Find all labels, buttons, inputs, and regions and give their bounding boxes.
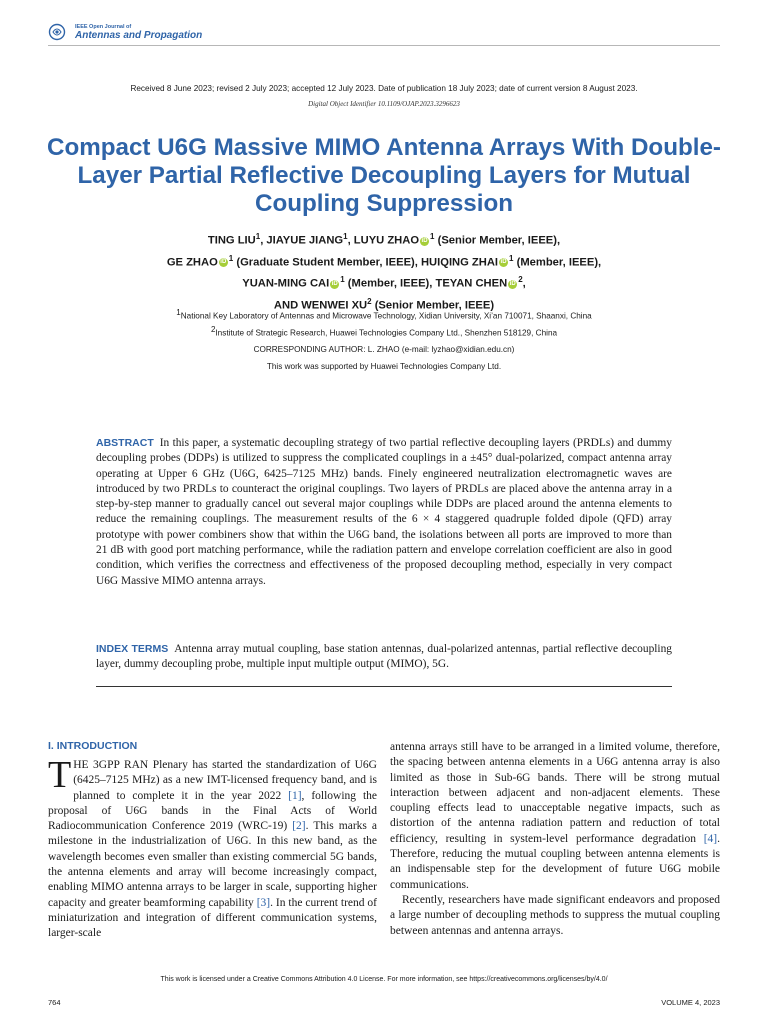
paragraph <box>390 740 720 893</box>
citation-link[interactable]: [1] <box>288 789 302 802</box>
body-text: . This marks a milestone in the industrialization of U6G. In this new band, as the wavelength becomes even smaller than existing commercial 5G bands, the antenna elements and array will become increasingly compact, enabling MIMO antenna arrays to be larger in scale, supporting higher capacity and greater beamforming capability <box>48 820 377 909</box>
orcid-icon[interactable]: iD <box>500 259 507 266</box>
index-terms <box>96 642 672 673</box>
journal-series-label: IEEE Open Journal of <box>75 24 132 30</box>
publication-dates: Received 8 June 2023; revised 2 July 2023; accepted 12 July 2023. Date of publication 18 July 2023; date of current version 8 August 2023. <box>130 84 638 93</box>
paper-title: Compact U6G Massive MIMO Antenna Arrays With Double-Layer Partial Reflective Decoupling Layers for Mutual Coupling Suppression <box>46 134 721 217</box>
author-name: AND WENWEI XU <box>273 299 368 312</box>
author-name: HUIQING ZHAI <box>420 256 499 269</box>
affiliation-sup: 1 <box>340 275 345 285</box>
author-name: LUYU ZHAO <box>353 234 420 247</box>
body-text: antenna arrays still have to be arranged in a limited volume, therefore, the spacing between antenna elements in a U6G antenna array is also limited as those in Sub-6G bands. There will be strong mutual interaction between adjacent and non-adjacent elements. These coupling effects lead to unacceptable negative impacts, such as distortion of the antenna radiation pattern and reduction of total efficiency, resulting in system-level performance degradation <box>390 741 720 845</box>
affiliation-sup: 1 <box>430 232 435 241</box>
doi-line[interactable]: Digital Object Identifier 10.1109/OJAP.2023.3296623 <box>308 100 460 108</box>
affiliation-text: Institute of Strategic Research, Huawei Technologies Company Ltd., Shenzhen 518129, China <box>215 328 558 338</box>
author-name: YUAN-MING CAI <box>242 278 330 291</box>
affiliation-2 <box>0 325 768 338</box>
right-column <box>390 740 720 939</box>
volume-label: VOLUME 4, 2023 <box>661 998 720 1007</box>
abstract <box>96 436 672 589</box>
license-note: This work is licensed under a Creative Commons Attribution 4.0 License. For more information, see https://creativecommons.org/licenses/by/4.0/ <box>160 976 608 983</box>
affiliation-sup: 1 <box>176 308 181 317</box>
body-text: , following the proposal of U6G bands in the Final Acts of World Radiocommunication Conference 2019 (WRC-19) <box>48 789 377 833</box>
paragraph: Recently, researchers have made significant endeavors and proposed a large number of decoupling methods to suppress the mutual coupling between antennas and antenna arrays. <box>390 893 720 937</box>
affiliation-sup: 1 <box>228 253 234 263</box>
index-terms-text: Antenna array mutual coupling, base station antennas, dual-polarized antennas, partial reflective decoupling layer, dummy decoupling probe, multiple input multiple output (MIMO), 5G. <box>96 643 672 671</box>
separator: , <box>347 234 354 247</box>
author-role: (Senior Member, IEEE) <box>371 299 495 312</box>
journal-logo-icon <box>48 23 66 41</box>
abstract-divider <box>96 686 672 687</box>
drop-cap: T <box>48 754 72 796</box>
left-column <box>48 754 378 942</box>
affiliation-sup: 1 <box>343 232 348 241</box>
body-text: HE 3GPP RAN Plenary has started the standardization of U6G (6425–7125 MHz) as a new IMT-licensed frequency band, and is planned to complete it in the year 2022 <box>73 759 377 802</box>
section-heading: I. INTRODUCTION <box>48 740 138 752</box>
author-name: TEYAN CHEN <box>435 278 508 291</box>
header-divider <box>48 45 720 46</box>
body-text: . Therefore, reducing the mutual coupling between antenna elements is an indispensable step for the development of future U6G mobile communications. <box>390 832 720 891</box>
funding-note: This work was supported by Huawei Technologies Company Ltd. <box>266 362 502 371</box>
affiliation-sup: 2 <box>210 325 216 334</box>
author-name: TING LIU <box>207 234 256 247</box>
citation-link[interactable]: [3] <box>256 896 271 909</box>
citation-link[interactable]: [4] <box>703 832 718 845</box>
journal-name: Antennas and Propagation <box>75 30 203 41</box>
abstract-label: ABSTRACT <box>96 437 154 449</box>
author-role: (Member, IEEE), <box>344 278 436 291</box>
corresponding-author: CORRESPONDING AUTHOR: L. ZHAO (e-mail: lyzhao@xidian.edu.cn) <box>253 345 515 354</box>
orcid-icon[interactable]: iD <box>509 281 516 288</box>
author-role: , <box>522 278 526 291</box>
author-name: GE ZHAO <box>166 256 218 269</box>
citation-link[interactable]: [2] <box>292 820 306 833</box>
author-role: (Member, IEEE), <box>513 256 602 269</box>
orcid-icon[interactable]: iD <box>220 259 227 266</box>
orcid-icon[interactable]: iD <box>421 237 428 244</box>
index-terms-label: INDEX TERMS <box>96 643 169 655</box>
body-text: . In the current trend of miniaturization and integration of different communication systems, larger-scale <box>48 896 378 940</box>
author-role: (Graduate Student Member, IEEE), <box>233 256 421 269</box>
orcid-icon[interactable]: iD <box>331 281 338 288</box>
affiliation-sup: 2 <box>367 297 372 307</box>
affiliation-sup: 2 <box>518 275 523 285</box>
affiliation-sup: 1 <box>509 253 514 263</box>
affiliation-1 <box>0 308 768 321</box>
abstract-text: In this paper, a systematic decoupling strategy of two partial reflective decoupling layers (PRDLs) and dummy decoupling probes (DDPs) is utilized to suppress the complicated couplings in a ±45° dual-polarized, compact antenna array operating at Upper 6 GHz (U6G, 6425–7125 MHz) bands. Finely engineered neutralization electromagnetic waves are introduced by two PRDLs to counteract the original couplings. Two layers of PRDLs are placed above the antenna array in a step-by-step manner to gradually cancel out several major couplings while DDPs are placed around the antenna elements to reduce the remaining couplings. The measurement results of the 6 × 4 staggered quadruple folded dipole (QFD) array prototype with power combiners show that within the U6G band, the isolations between all ports are improved to more than 21 dB with good port matching performance, while the radiation pattern and envelope correlation coefficient are also in good condition, which verifies the correctness and effectiveness of the proposed decoupling method, especially in very compact U6G Massive MIMO antenna arrays. <box>96 437 672 587</box>
affiliation-text: National Key Laboratory of Antennas and Microwave Technology, Xidian University, Xi’an 710071, Shaanxi, China <box>180 311 592 321</box>
page-number: 764 <box>48 998 61 1007</box>
author-list <box>40 228 728 315</box>
separator: , <box>260 234 267 247</box>
author-role: (Senior Member, IEEE), <box>434 234 561 247</box>
affiliation-sup: 1 <box>255 232 261 241</box>
author-name: JIAYUE JIANG <box>266 234 344 247</box>
